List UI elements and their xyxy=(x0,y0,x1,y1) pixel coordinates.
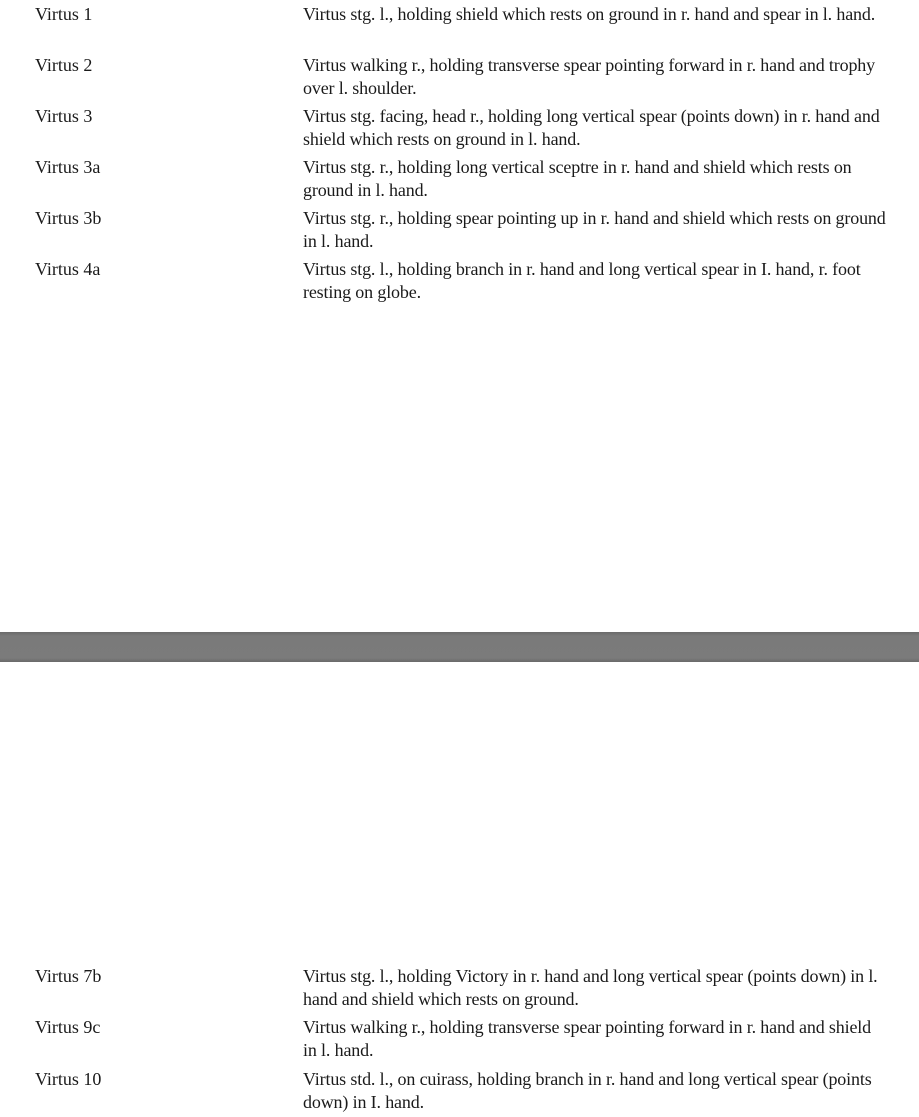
type-name: Virtus 4a xyxy=(35,259,101,279)
type-description: Virtus stg. r., holding long vertical sceptre in r. hand and shield which rests on ground in l. hand. xyxy=(303,157,852,200)
type-description: Virtus stg. l., holding branch in r. hand and long vertical spear in I. hand, r. foot resting on globe. xyxy=(303,259,861,302)
type-description: Virtus stg. r., holding spear pointing up in r. hand and shield which rests on ground in l. hand. xyxy=(303,208,886,251)
type-name: Virtus 7b xyxy=(35,966,102,986)
type-description: Virtus std. l., on cuirass, holding branch in r. hand and long vertical spear (points down) in I. hand. xyxy=(303,1069,872,1112)
type-description: Virtus stg. facing, head r., holding long vertical spear (points down) in r. hand and shield which rests on ground in l. hand. xyxy=(303,106,880,149)
document-page-bottom xyxy=(0,662,919,1117)
type-description: Virtus stg. l., holding shield which rests on ground in r. hand and spear in l. hand. xyxy=(303,4,876,24)
type-description: Virtus walking r., holding transverse spear pointing forward in r. hand and shield in l. hand. xyxy=(303,1017,872,1060)
type-name: Virtus 3b xyxy=(35,208,102,228)
type-name: Virtus 3 xyxy=(35,106,93,126)
type-description: Virtus walking r., holding transverse spear pointing forward in r. hand and trophy over l. shoulder. xyxy=(303,55,876,98)
type-name: Virtus 9c xyxy=(35,1017,101,1037)
type-name: Virtus 3a xyxy=(35,157,101,177)
page-separator xyxy=(0,632,919,662)
type-description: Virtus stg. l., holding Victory in r. hand and long vertical spear (points down) in l. hand and shield which rests on ground. xyxy=(303,966,878,1009)
type-name: Virtus 1 xyxy=(35,4,93,24)
type-name: Virtus 2 xyxy=(35,55,93,75)
type-name: Virtus 10 xyxy=(35,1069,102,1089)
